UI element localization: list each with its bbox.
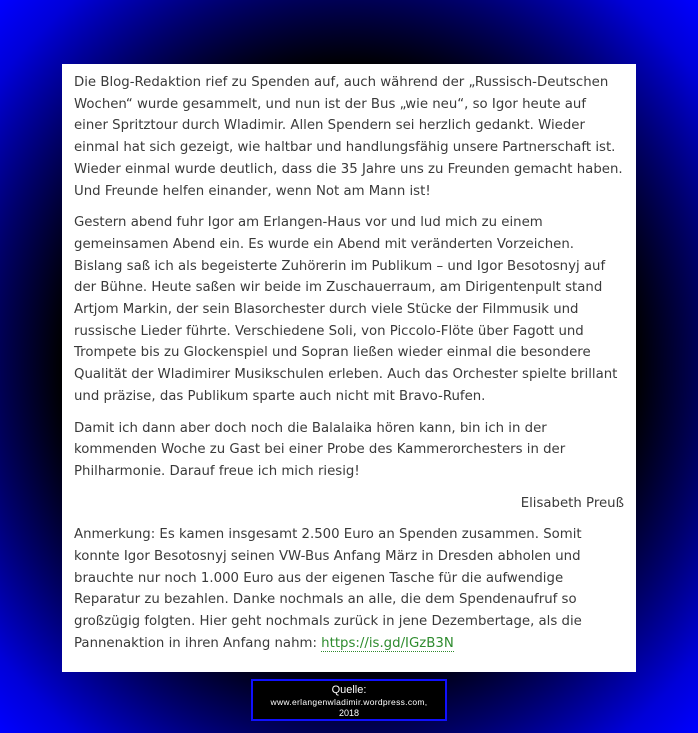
author-signature: Elisabeth Preuß [520,495,624,511]
source-year: 2018 [338,708,360,718]
source-label: Quelle: [331,684,367,696]
note-text: Anmerkung: Es kamen insgesamt 2.500 Euro an Spenden zusammen. Somit konnte Igor Besotosnyj seinen VW-Bus Anfang März in Dresden abholen und brauchte nur noch 1.000 Euro aus der eigenen Tasche für die aufwendige Reparatur zu bezahlen. Danke nochmals an alle, die dem Spendenaufruf so großzügig folgten. Hier geht nochmals zurück in jene Dezembertage, als die Pannenaktion in ihren Anfang nahm: [74,527,582,651]
source-caption [251,679,447,721]
article-text-box [62,64,636,672]
paragraph-note [74,524,624,654]
paragraph-donations: Die Blog-Redaktion rief zu Spenden auf, auch während der „Russisch-Deutschen Wochen“ wurde gesammelt, und nun ist der Bus „wie neu“, so Igor heute auf einer Spritztour durch Wladimir. Allen Spendern sei herzlich gedankt. Wieder einmal hat sich gezeigt, wie haltbar und handlungsfähig unsere Partnerschaft ist. Wieder einmal wurde deutlich, dass die 35 Jahre uns zu Freunden gemacht haben. Und Freunde helfen einander, wenn Not am Mann ist! [74,75,623,199]
note-link[interactable]: https://is.gd/IGzB3N [321,635,454,651]
paragraph-balalaika: Damit ich dann aber doch noch die Balalaika hören kann, bin ich in der kommenden Woche zu Gast bei einer Probe des Kammerorchesters in der Philharmonie. Darauf freue ich mich riesig! [74,420,566,479]
source-url: www.erlangenwladimir.wordpress.com, [270,697,428,707]
paragraph-evening-concert: Gestern abend fuhr Igor am Erlangen-Haus vor und lud mich zu einem gemeinsamen Abend ein. Es wurde ein Abend mit veränderten Vorzeichen. Bislang saß ich als begeisterte Zuhörerin im Publikum – und Igor Besotosnyj auf der Bühne. Heute saßen wir beide im Zuschauerraum, am Dirigentenpult stand Artjom Markin, der sein Blasorchester durch viele Stücke der Filmmusik und russische Lieder führte. Verschiedene Soli, von Piccolo-Flöte über Fagott und Trompete bis zu Glockenspiel und Sopran ließen wieder einmal die besondere Qualität der Wladimirer Musikschulen erleben. Auch das Orchester spielte brillant und präzise, das Publikum sparte auch nicht mit Bravo-Rufen. [74,215,618,404]
